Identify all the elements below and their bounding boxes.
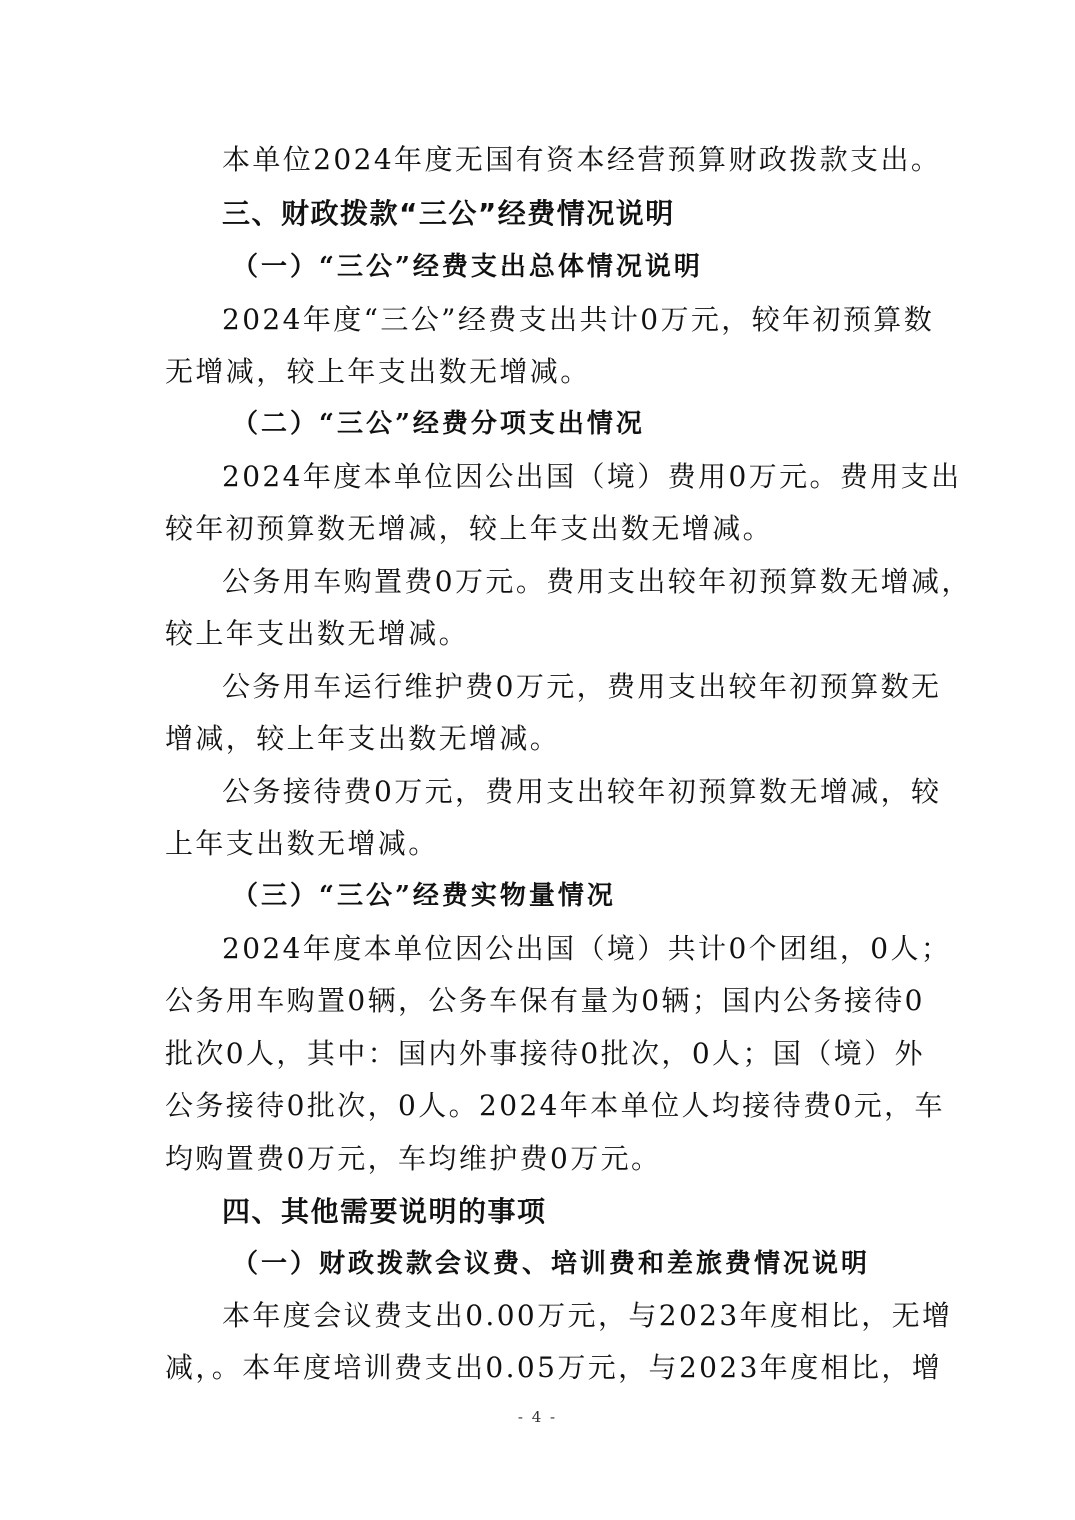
paragraph-line: 较年初预算数无增减，较上年支出数无增减。 — [165, 512, 774, 545]
subsection-heading: （一）“三公”经费支出总体情况说明 — [232, 252, 703, 282]
paragraph-line: 公务接待0批次，0人。2024年本单位人均接待费0元，车 — [165, 1089, 945, 1122]
paragraph-line: 均购置费0万元，车均维护费0万元。 — [165, 1142, 662, 1175]
paragraph-line: 无增减，较上年支出数无增减。 — [165, 355, 591, 388]
paragraph-line: 2024年度本单位因公出国（境）共计0个团组，0人； — [222, 932, 952, 965]
paragraph-line: 公务用车运行维护费0万元，费用支出较年初预算数无 — [222, 670, 942, 703]
paragraph-line: 本单位2024年度无国有资本经营预算财政拨款支出。 — [222, 143, 942, 176]
page-number: - 4 - — [517, 1408, 558, 1426]
subsection-heading: （三）“三公”经费实物量情况 — [232, 881, 616, 911]
paragraph-line: 上年支出数无增减。 — [165, 827, 439, 860]
paragraph-line: 增减，较上年支出数无增减。 — [165, 722, 561, 755]
paragraph-line: 公务接待费0万元，费用支出较年初预算数无增减，较 — [222, 775, 942, 808]
section-heading: 四、其他需要说明的事项 — [222, 1195, 547, 1228]
section-heading: 三、财政拨款“三公”经费情况说明 — [222, 197, 675, 230]
subsection-heading: （一）财政拨款会议费、培训费和差旅费情况说明 — [232, 1249, 871, 1279]
paragraph-line: 较上年支出数无增减。 — [165, 617, 470, 650]
subsection-heading: （二）“三公”经费分项支出情况 — [232, 409, 645, 439]
paragraph-line: 批次0人，其中：国内外事接待0批次，0人；国（境）外 — [165, 1037, 925, 1070]
paragraph-line: 本年度会议费支出0.00万元，与2023年度相比，无增 — [222, 1299, 953, 1332]
paragraph-line: 公务用车购置费0万元。费用支出较年初预算数无增减， — [222, 565, 972, 598]
paragraph-line: 2024年度本单位因公出国（境）费用0万元。费用支出 — [222, 460, 962, 493]
paragraph-line: 公务用车购置0辆，公务车保有量为0辆；国内公务接待0 — [165, 984, 925, 1017]
paragraph-line: 减，。本年度培训费支出0.05万元，与2023年度相比，增 — [165, 1351, 943, 1384]
paragraph-line: 2024年度“三公”经费支出共计0万元，较年初预算数 — [222, 303, 935, 336]
